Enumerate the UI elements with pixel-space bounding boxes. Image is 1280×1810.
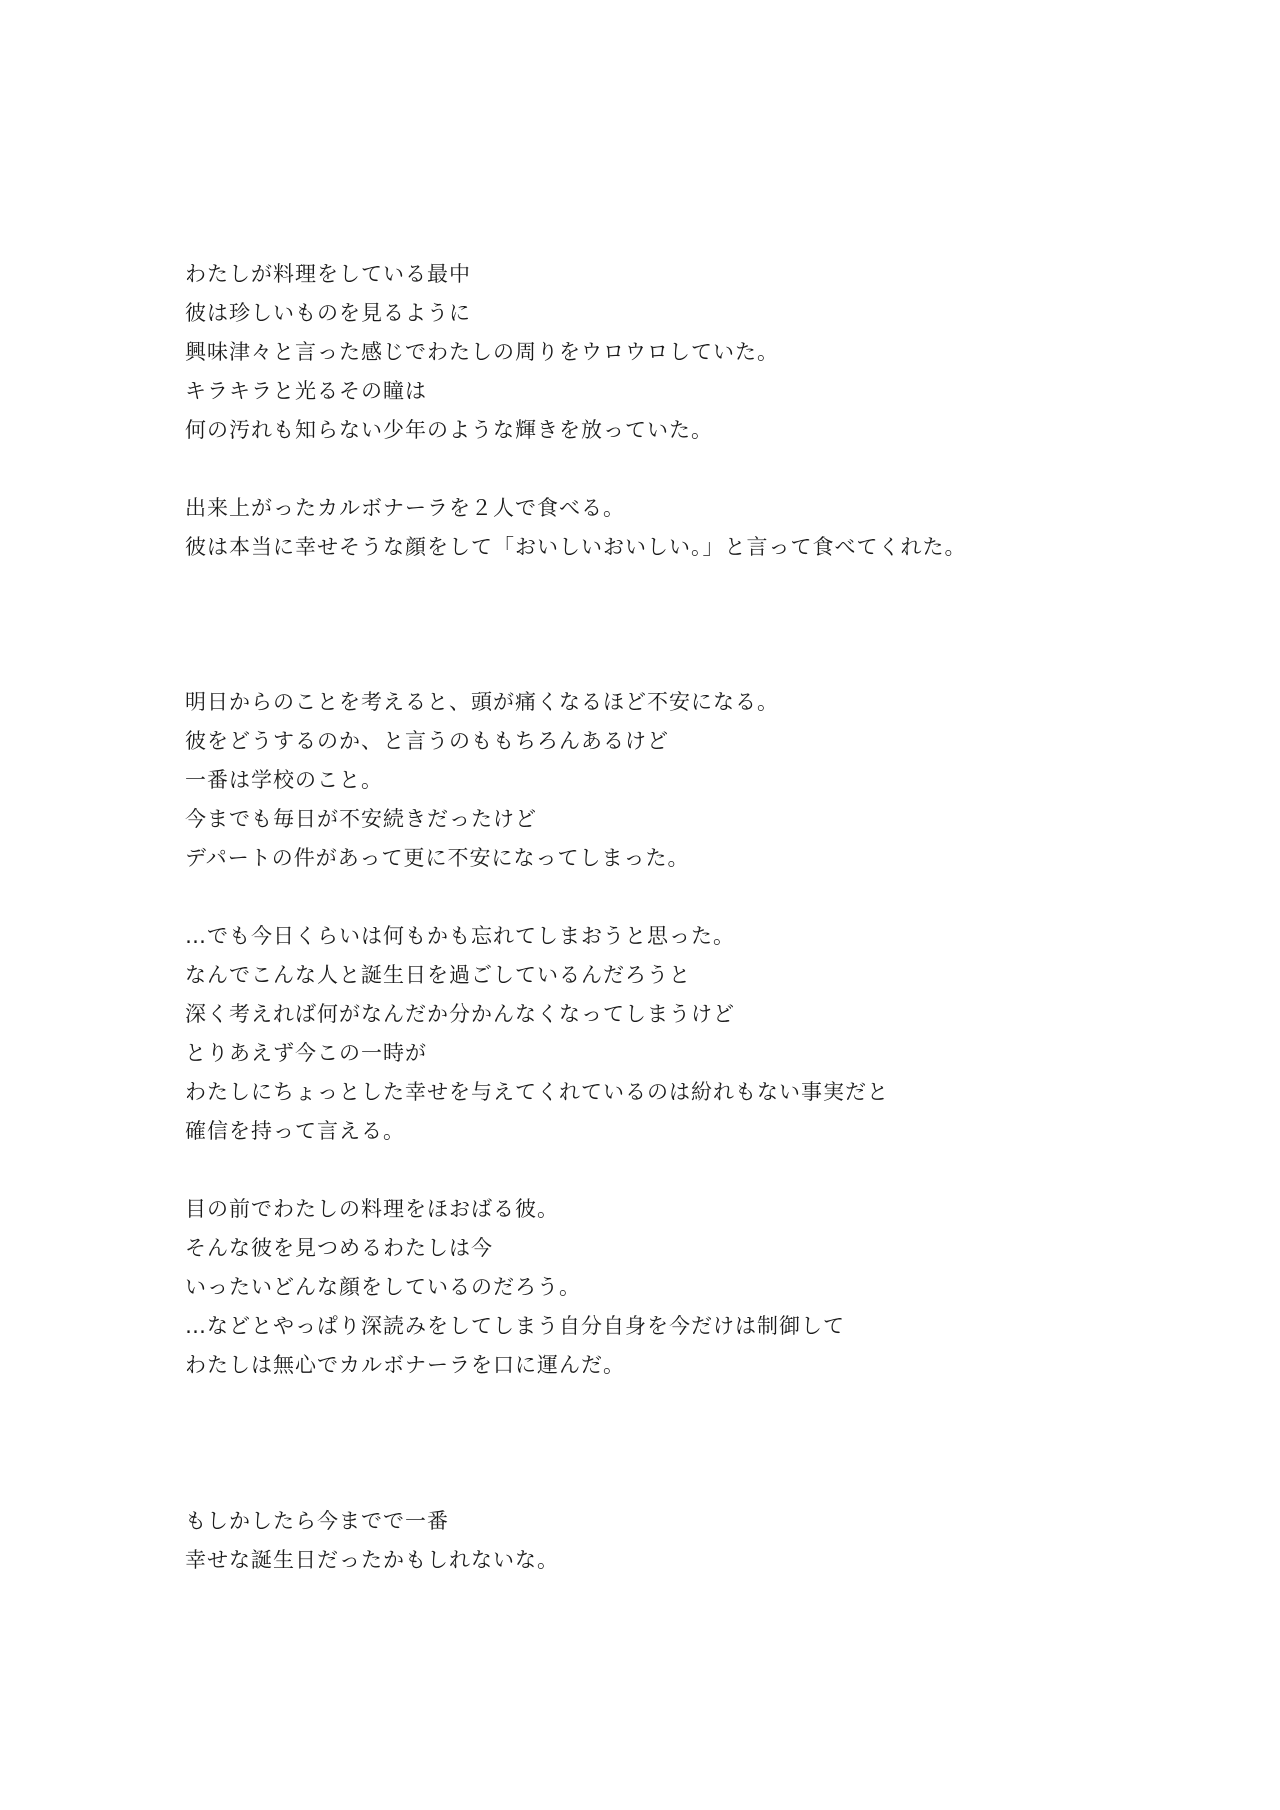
paragraph-1 bbox=[185, 255, 1185, 450]
text-line: わたしは無心でカルボナーラを口に運んだ。 bbox=[185, 1353, 625, 1377]
paragraph-6 bbox=[185, 1502, 1185, 1580]
text-line: わたしにちょっとした幸せを与えてくれているのは紛れもない事実だと bbox=[185, 1080, 889, 1104]
paragraph-2 bbox=[185, 489, 1185, 567]
text-line: 深く考えれば何がなんだか分かんなくなってしまうけど bbox=[185, 1002, 735, 1026]
text-line: …などとやっぱり深読みをしてしまう自分自身を今だけは制御して bbox=[185, 1314, 845, 1338]
text-line: キラキラと光るその瞳は bbox=[185, 379, 427, 403]
text-line: 確信を持って言える。 bbox=[185, 1119, 405, 1143]
text-line: デパートの件があって更に不安になってしまった。 bbox=[185, 846, 690, 870]
text-line: もしかしたら今までで一番 bbox=[185, 1509, 449, 1533]
paragraph-5 bbox=[185, 1190, 1185, 1385]
text-line: いったいどんな顔をしているのだろう。 bbox=[185, 1275, 581, 1299]
text-line: 明日からのことを考えると、頭が痛くなるほど不安になる。 bbox=[185, 690, 779, 714]
paragraph-4 bbox=[185, 917, 1185, 1151]
text-line: そんな彼を見つめるわたしは今 bbox=[185, 1236, 493, 1260]
text-line: 出来上がったカルボナーラを２人で食べる。 bbox=[185, 496, 625, 520]
text-line: 彼をどうするのか、と言うのももちろんあるけど bbox=[185, 729, 669, 753]
text-line: 興味津々と言った感じでわたしの周りをウロウロしていた。 bbox=[185, 340, 779, 364]
text-line: 今までも毎日が不安続きだったけど bbox=[185, 807, 537, 831]
text-line: 目の前でわたしの料理をほおばる彼。 bbox=[185, 1197, 559, 1221]
text-line: 彼は珍しいものを見るように bbox=[185, 301, 471, 325]
text-line: 幸せな誕生日だったかもしれないな。 bbox=[185, 1548, 559, 1572]
text-line: とりあえず今この一時が bbox=[185, 1041, 427, 1065]
text-line: 一番は学校のこと。 bbox=[185, 768, 383, 792]
text-line: 何の汚れも知らない少年のような輝きを放っていた。 bbox=[185, 418, 713, 442]
text-line: 彼は本当に幸せそうな顔をして「おいしいおいしい。」と言って食べてくれた。 bbox=[185, 535, 967, 559]
text-line: なんでこんな人と誕生日を過ごしているんだろうと bbox=[185, 963, 691, 987]
paragraph-3 bbox=[185, 683, 1185, 878]
text-line: わたしが料理をしている最中 bbox=[185, 262, 471, 286]
text-line: …でも今日くらいは何もかも忘れてしまおうと思った。 bbox=[185, 924, 735, 948]
